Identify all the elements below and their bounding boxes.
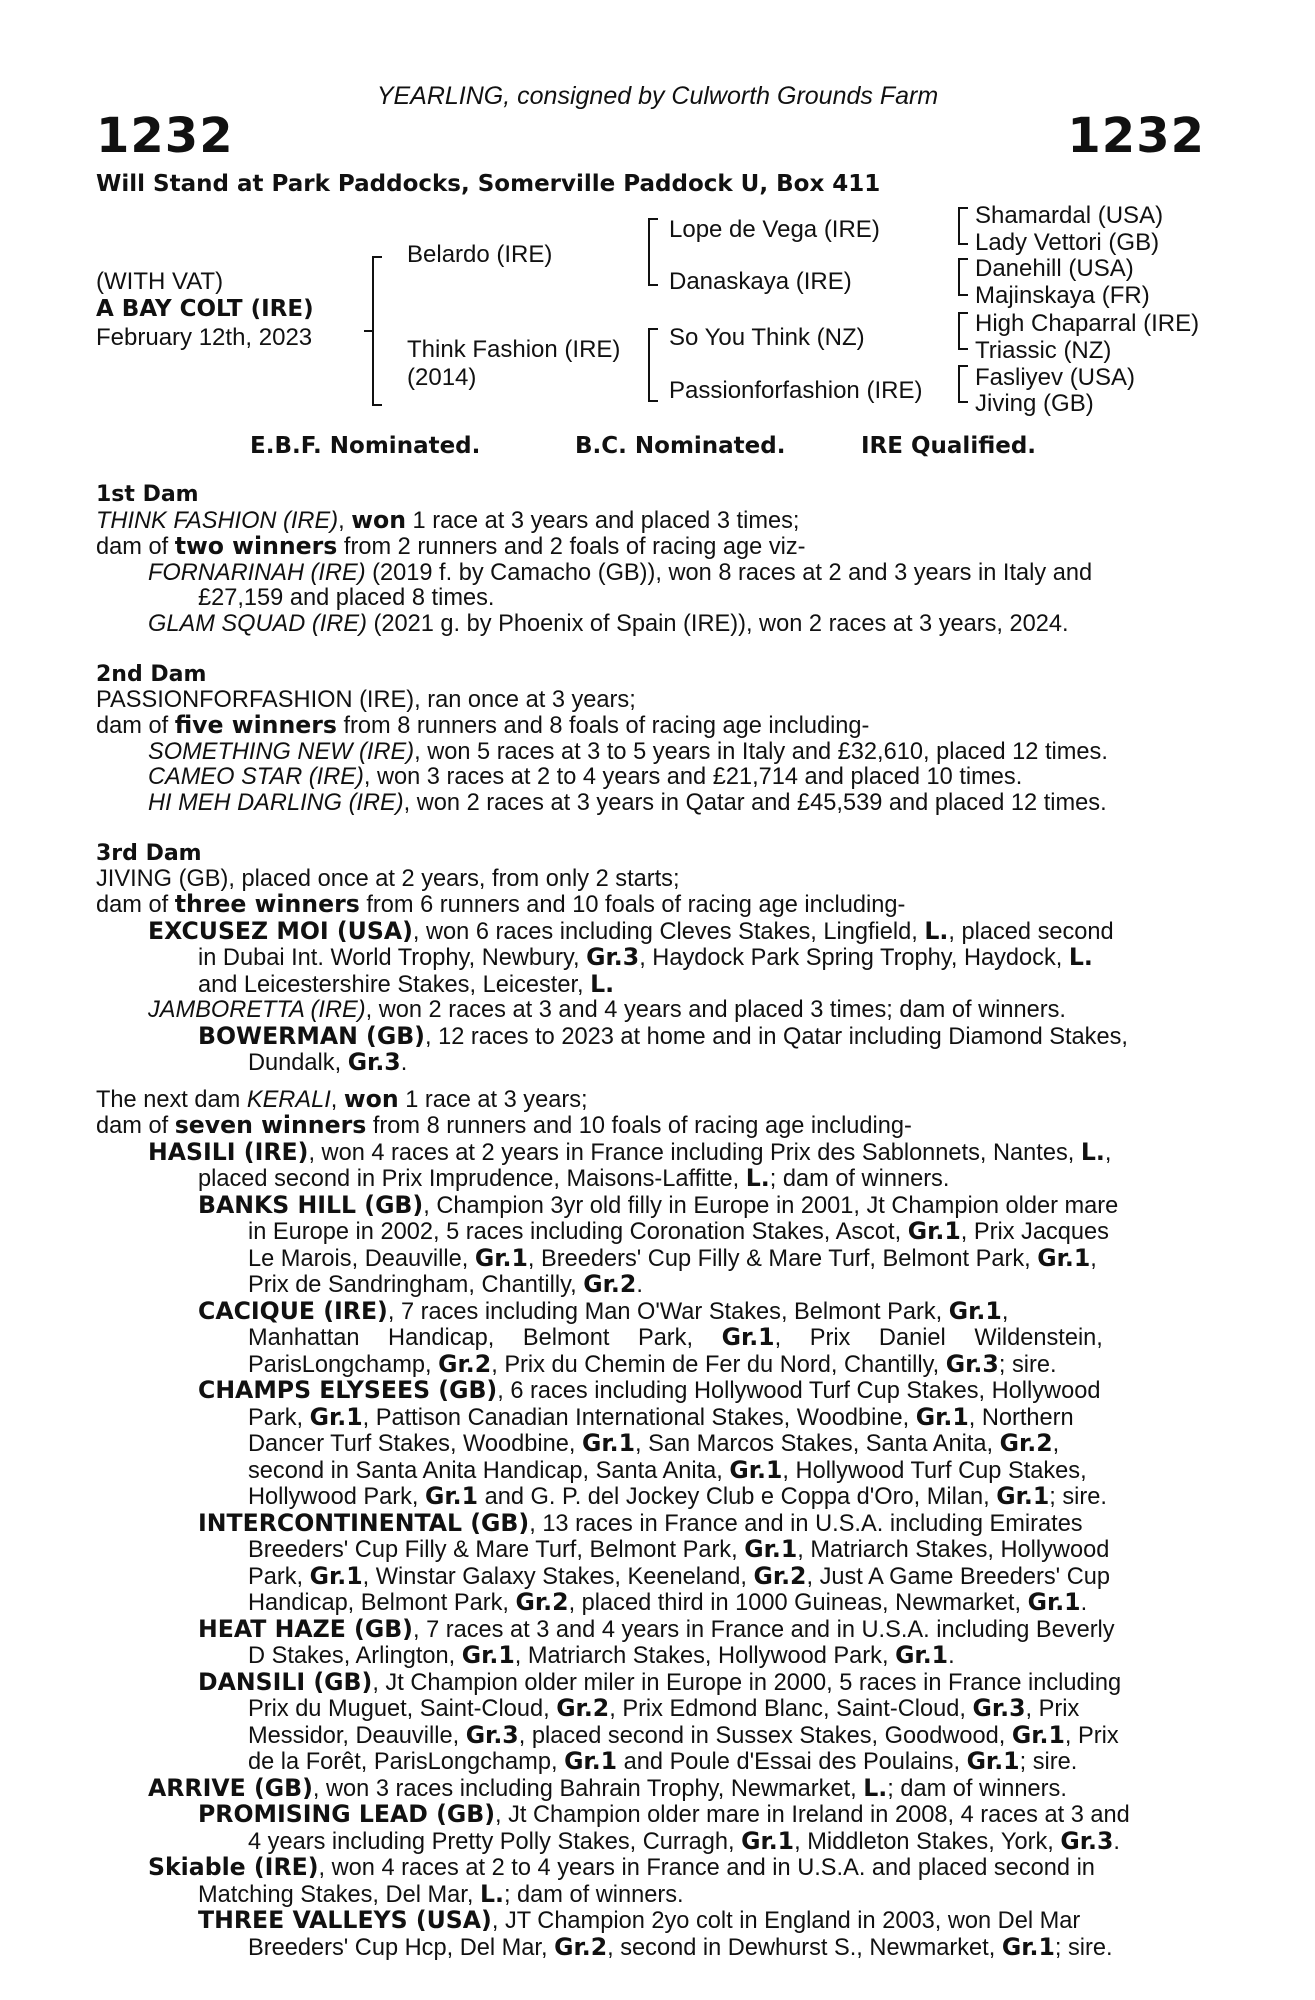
text: , [1052, 1431, 1060, 1457]
second-dam-heading: 2nd Dam [96, 662, 207, 687]
produce-entry [96, 791, 1206, 817]
text: , Middleton Stakes, York, [794, 1828, 1061, 1855]
text: ; sire. [1049, 1484, 1107, 1510]
text: , Haydock Park Spring Trophy, Haydock, [639, 945, 1069, 971]
text: , Matriarch Stakes, Hollywood [797, 1537, 1110, 1563]
grade: Gr.3 [945, 1349, 999, 1378]
grade: Gr.1 [895, 1641, 949, 1669]
produce-entry [96, 1614, 1206, 1644]
text: , Just A Game Breeders' Cup [806, 1563, 1110, 1590]
text: Handicap, Belmont Park, [248, 1590, 516, 1616]
text: and Poule d'Essai des Poulains, [617, 1749, 967, 1775]
grade: Gr.1 [1011, 1720, 1065, 1749]
text: , Prix Edmond Blanc, Saint-Cloud, [609, 1696, 973, 1722]
pedigree-brace-2 [648, 218, 658, 286]
horse-name: GLAM SQUAD (IRE) [148, 610, 367, 637]
grade: L. [745, 1164, 770, 1192]
produce-entry-cont [96, 1643, 1206, 1670]
text: , [338, 507, 352, 534]
vat-note: (WITH VAT) [96, 268, 224, 295]
text: , placed second in Sussex Stakes, Goodwood, [518, 1722, 1012, 1749]
grade: Gr.1 [461, 1641, 515, 1669]
produce-entry-cont [96, 1325, 1206, 1352]
gg-dam-4: Jiving (GB) [975, 390, 1094, 417]
produce-entry-cont [96, 1402, 1206, 1432]
gg-sire-1: Shamardal (USA) [975, 202, 1164, 229]
text: , [1001, 1298, 1009, 1325]
gg-dam-1: Lady Vettori (GB) [975, 229, 1160, 256]
text: , 7 races including Man O'War Stakes, Belmont Park, [387, 1298, 949, 1325]
grade: L. [924, 916, 949, 945]
lot-number-right: 1232 [1067, 108, 1205, 164]
produce-entry [96, 1855, 1206, 1882]
produce-entry-cont [96, 1932, 1206, 1962]
produce-entry-cont [96, 1537, 1206, 1564]
produce-entry [96, 1508, 1206, 1538]
grade: Gr.1 [915, 1402, 969, 1431]
first-dam-produce-line [96, 534, 1206, 561]
text: , placed third in 1000 Guineas, Newmarket, [568, 1590, 1028, 1616]
grade: L. [863, 1773, 888, 1802]
text: ; dam of winners. [769, 1166, 950, 1192]
pedigree-brace-6 [958, 312, 968, 350]
text: D Stakes, Arlington, [248, 1643, 462, 1669]
grade: Gr.1 [1037, 1243, 1091, 1272]
grade: Gr.1 [741, 1826, 795, 1855]
first-dam-line [96, 505, 1206, 535]
horse-name: SOMETHING NEW (IRE) [148, 738, 415, 765]
grade: Gr.3 [347, 1048, 401, 1076]
horse-name: CHAMPS ELYSEES (GB) [198, 1376, 498, 1404]
text: (2019 f. by Camacho (GB)), won 8 races at 2 and 3 years in Italy and [365, 559, 1093, 586]
text: ; dam of winners. [887, 1775, 1067, 1802]
winners-count: seven winners [174, 1111, 367, 1139]
produce-entry-cont [96, 1349, 1206, 1379]
horse-name: HEAT HAZE (GB) [198, 1614, 413, 1643]
foaling-date: February 12th, 2023 [96, 324, 313, 351]
third-dam-heading: 3rd Dam [96, 841, 202, 866]
produce-entry-cont: £27,159 and placed 8 times. [198, 585, 495, 611]
pedigree-brace-1-point [364, 330, 372, 332]
sire-of-sire: Lope de Vega (IRE) [669, 216, 880, 243]
text: , Breeders' Cup Filly & Mare Turf, Belmont Park, [527, 1245, 1038, 1272]
text: ; sire. [1019, 1749, 1078, 1775]
text: , won 3 races at 2 to 4 years and £21,714 and placed 10 times. [363, 764, 1023, 790]
text: from 8 runners and 8 foals of racing age including- [336, 713, 870, 739]
text: , Prix [1064, 1722, 1119, 1749]
text: . [1080, 1590, 1088, 1616]
text: , won 4 races at 2 to 4 years in France and in U.S.A. and placed second in [318, 1855, 1095, 1881]
text: , won 5 races at 3 to 5 years in Italy and £32,610, placed 12 times. [414, 738, 1108, 765]
gg-sire-3: High Chaparral (IRE) [975, 310, 1200, 337]
horse-name: Skiable (IRE) [148, 1853, 319, 1881]
produce-entry-cont [96, 1879, 1206, 1909]
pedigree-brace-3 [648, 328, 658, 402]
horse-name: ARRIVE (GB) [148, 1773, 313, 1802]
text: , [330, 1086, 344, 1113]
consignor-line: YEARLING, consigned by Culworth Grounds Farm [376, 82, 939, 110]
winners-count: two winners [174, 532, 338, 560]
produce-entry-cont [96, 1431, 1206, 1458]
produce-entry-cont [96, 1050, 1206, 1077]
produce-entry [96, 1190, 1206, 1220]
text: Prix de Sandringham, Chantilly, [248, 1272, 584, 1298]
grade: Gr.1 [1001, 1932, 1055, 1961]
grade: Gr.1 [425, 1482, 479, 1510]
grade: Gr.1 [948, 1296, 1002, 1325]
text: , 7 races at 3 and 4 years in France and in U.S.A. including Beverly [412, 1616, 1115, 1643]
text: Manhattan Handicap, Belmont Park, [248, 1325, 722, 1351]
text: 4 years including Pretty Polly Stakes, Curragh, [248, 1828, 742, 1855]
text: , San Marcos Stakes, Santa Anita, [635, 1431, 1000, 1457]
text: , [1090, 1245, 1097, 1272]
produce-entry [96, 740, 1206, 766]
grade: Gr.1 [907, 1217, 961, 1245]
grade: L. [590, 969, 615, 998]
text: . [636, 1272, 643, 1298]
horse-name: EXCUSEZ MOI (USA) [148, 916, 413, 945]
produce-entry-cont [96, 1243, 1206, 1273]
text: , Prix du Chemin de Fer du Nord, Chantilly, [491, 1351, 946, 1378]
text: dam of [96, 892, 175, 918]
grade: Gr.1 [729, 1455, 783, 1484]
text: and G. P. del Jockey Club e Coppa d'Oro, Milan, [478, 1484, 997, 1510]
grade: Gr.2 [583, 1270, 637, 1298]
horse-name: CAMEO STAR (IRE) [148, 764, 364, 790]
grade: Gr.1 [309, 1561, 363, 1590]
produce-entry [96, 561, 1206, 587]
text: , won 6 races including Cleves Stakes, Lingfield, [412, 918, 925, 945]
stand-location: Will Stand at Park Paddocks, Somerville Paddock U, Box 411 [96, 171, 881, 197]
grade: Gr.1 [1027, 1588, 1081, 1616]
produce-entry [96, 612, 1206, 638]
produce-entry [96, 1667, 1206, 1697]
text: Park, [248, 1563, 310, 1590]
produce-entry-cont [96, 969, 1206, 999]
text: . [400, 1050, 408, 1076]
grade: L. [479, 1879, 504, 1908]
grade: Gr.2 [999, 1429, 1053, 1457]
grade: Gr.1 [996, 1482, 1050, 1510]
text: second in Santa Anita Handicap, Santa Anita, [248, 1457, 730, 1484]
produce-entry [96, 1802, 1206, 1829]
sire-of-dam: So You Think (NZ) [669, 324, 865, 351]
horse-name: PROMISING LEAD (GB) [198, 1800, 495, 1828]
dam-name: THINK FASHION (IRE) [96, 507, 339, 534]
grade: Gr.1 [966, 1747, 1020, 1775]
text: Matching Stakes, Del Mar, [198, 1881, 480, 1908]
text: dam of [96, 713, 175, 739]
gg-dam-3: Triassic (NZ) [975, 337, 1112, 364]
text: Breeders' Cup Hcp, Del Mar, [248, 1934, 555, 1961]
produce-entry [96, 1773, 1206, 1803]
text: Breeders' Cup Filly & Mare Turf, Belmont Park, [248, 1537, 745, 1563]
text: in Europe in 2002, 5 races including Coronation Stakes, Ascot, [248, 1219, 908, 1245]
text: Le Marois, Deauville, [248, 1245, 475, 1272]
ebf-nomination: E.B.F. Nominated. [250, 433, 481, 459]
gg-sire-4: Fasliyev (USA) [975, 364, 1136, 391]
grade: L. [1080, 1137, 1105, 1166]
won-label: won [343, 1084, 399, 1113]
horse-name: FORNARINAH (IRE) [148, 559, 366, 586]
text: , [1104, 1139, 1112, 1166]
winners-count: five winners [174, 711, 337, 739]
text: ; sire. [1054, 1934, 1113, 1961]
text: , won 3 races including Bahrain Trophy, Newmarket, [312, 1775, 864, 1802]
produce-entry-cont [96, 1749, 1206, 1776]
text: , 13 races in France and in U.S.A. including Emirates [529, 1510, 1083, 1537]
text: , placed second [948, 918, 1114, 945]
text: ; sire. [998, 1351, 1057, 1378]
sire-name: Belardo (IRE) [407, 241, 553, 268]
grade: Gr.1 [474, 1243, 528, 1272]
grade: Gr.2 [438, 1349, 492, 1378]
produce-entry-cont [96, 1455, 1206, 1485]
text: dam of [96, 1113, 175, 1139]
produce-entry-cont [96, 1166, 1206, 1193]
text: and Leicestershire Stakes, Leicester, [198, 971, 591, 998]
won-label: won [351, 505, 406, 534]
text: ParisLongchamp, [248, 1351, 439, 1378]
text: , won 2 races at 3 and 4 years and placed 3 times; dam of winners. [365, 997, 1066, 1023]
pedigree-brace-7 [958, 365, 968, 403]
horse-name: THREE VALLEYS (USA) [198, 1906, 492, 1934]
text: , Champion 3yr old filly in Europe in 2001, Jt Champion older mare [423, 1192, 1119, 1219]
text: 1 race at 3 years and placed 3 times; [406, 507, 800, 534]
text: , 6 races including Hollywood Turf Cup Stakes, Hollywood [497, 1378, 1101, 1404]
grade: Gr.1 [581, 1429, 636, 1457]
text: , Pattison Canadian International Stakes, Woodbine, [362, 1404, 916, 1431]
text: , Jt Champion older miler in Europe in 2000, 5 races in France including [372, 1669, 1122, 1696]
produce-entry [96, 1378, 1206, 1405]
produce-entry-cont [96, 1561, 1206, 1591]
first-dam-heading: 1st Dam [96, 482, 199, 507]
produce-entry [96, 1296, 1206, 1326]
horse-name: BANKS HILL (GB) [198, 1190, 424, 1219]
pedigree-brace-1 [372, 256, 382, 406]
grade: Gr.2 [515, 1588, 569, 1616]
lot-number-left: 1232 [96, 108, 234, 164]
gg-sire-2: Danehill (USA) [975, 255, 1134, 282]
grade: Gr.1 [744, 1535, 798, 1563]
produce-entry-cont [96, 1590, 1206, 1617]
third-dam-line: JIVING (GB), placed once at 2 years, from only 2 starts; [96, 865, 680, 892]
produce-entry [96, 765, 1206, 791]
text: , Northern [968, 1404, 1074, 1431]
text: from 6 runners and 10 foals of racing age including- [359, 892, 906, 918]
produce-entry [96, 1021, 1206, 1051]
dam-of-sire: Danaskaya (IRE) [669, 268, 852, 295]
text: , Prix Daniel Wildenstein, [774, 1325, 1103, 1351]
horse-name: HASILI (IRE) [148, 1137, 309, 1166]
dam-foaled-year: (2014) [407, 364, 477, 391]
gg-dam-2: Majinskaya (FR) [975, 282, 1150, 309]
grade: Gr.3 [1060, 1826, 1114, 1855]
winners-count: three winners [174, 890, 360, 918]
text: , Prix [1025, 1696, 1080, 1722]
text: Prix du Muguet, Saint-Cloud, [248, 1696, 557, 1722]
grade: Gr.2 [556, 1694, 610, 1722]
text: , Matriarch Stakes, Hollywood Park, [514, 1643, 896, 1669]
horse-name: JAMBORETTA (IRE) [148, 997, 366, 1023]
grade: Gr.2 [554, 1932, 608, 1961]
produce-entry-cont [96, 945, 1206, 972]
grade: Gr.1 [721, 1323, 775, 1351]
grade: Gr.1 [564, 1747, 618, 1775]
grade: Gr.3 [586, 943, 640, 971]
text: Park, [248, 1404, 310, 1431]
text: 1 race at 3 years; [398, 1086, 588, 1113]
text: . [948, 1643, 955, 1669]
grade: Gr.2 [753, 1561, 807, 1590]
grade: Gr.3 [972, 1694, 1026, 1722]
pedigree-brace-5 [958, 258, 968, 296]
text: (2021 g. by Phoenix of Spain (IRE)), won 2 races at 3 years, 2024. [366, 610, 1069, 637]
next-dam-produce-line [96, 1113, 1206, 1140]
horse-name: DANSILI (GB) [198, 1667, 373, 1696]
text: Dundalk, [248, 1050, 348, 1076]
produce-entry [96, 1908, 1206, 1935]
horse-name: BOWERMAN (GB) [198, 1021, 425, 1050]
text: , won 2 races at 3 years in Qatar and £45,539 and placed 12 times. [403, 789, 1107, 816]
produce-entry [96, 1137, 1206, 1167]
text: Dancer Turf Stakes, Woodbine, [248, 1431, 582, 1457]
text: in Dubai Int. World Trophy, Newbury, [198, 945, 587, 971]
dam-name: KERALI [246, 1086, 331, 1113]
text: , second in Dewhurst S., Newmarket, [607, 1934, 1002, 1961]
produce-entry-cont [96, 1696, 1206, 1723]
horse-name: CACIQUE (IRE) [198, 1296, 388, 1325]
text: from 2 runners and 2 foals of racing age viz- [337, 534, 806, 560]
next-dam-line [96, 1084, 1206, 1114]
dam-of-dam: Passionforfashion (IRE) [669, 377, 923, 404]
text: ; dam of winners. [503, 1881, 684, 1908]
produce-entry [96, 998, 1206, 1024]
text: dam of [96, 534, 175, 560]
text: from 8 runners and 10 foals of racing age including- [366, 1113, 912, 1139]
horse-name: INTERCONTINENTAL (GB) [198, 1508, 530, 1537]
text: Hollywood Park, [248, 1484, 426, 1510]
horse-name: HI MEH DARLING (IRE) [148, 789, 404, 816]
grade: Gr.1 [309, 1402, 363, 1431]
text: , 12 races to 2023 at home and in Qatar including Diamond Stakes, [424, 1023, 1128, 1050]
third-dam-produce-line [96, 892, 1206, 919]
text: placed second in Prix Imprudence, Maisons-Laffitte, [198, 1166, 746, 1192]
text: The next dam [96, 1086, 247, 1113]
produce-entry [96, 916, 1206, 946]
produce-entry-cont [96, 1720, 1206, 1750]
second-dam-line: PASSIONFORFASHION (IRE), ran once at 3 years; [96, 686, 636, 713]
dam-name: Think Fashion (IRE) [407, 336, 621, 363]
pedigree-notes [96, 482, 1206, 1961]
text: Messidor, Deauville, [248, 1722, 466, 1749]
text: , Prix Jacques [960, 1219, 1109, 1245]
text: , Jt Champion older mare in Ireland in 2008, 4 races at 3 and [495, 1802, 1130, 1828]
produce-entry-cont [96, 1219, 1206, 1246]
horse-name: A BAY COLT (IRE) [96, 296, 314, 322]
text: de la Forêt, ParisLongchamp, [248, 1749, 565, 1775]
bc-nomination: B.C. Nominated. [575, 433, 786, 459]
text: , won 4 races at 2 years in France including Prix des Sablonnets, Nantes, [308, 1139, 1081, 1166]
pedigree-brace-4 [958, 207, 968, 245]
text: , Hollywood Turf Cup Stakes, [782, 1457, 1087, 1484]
produce-entry-cont [96, 1484, 1206, 1511]
ire-qualification: IRE Qualified. [861, 433, 1037, 459]
second-dam-produce-line [96, 713, 1206, 740]
grade: Gr.3 [465, 1720, 519, 1749]
produce-entry-cont [96, 1272, 1206, 1299]
text: , Winstar Galaxy Stakes, Keeneland, [362, 1563, 754, 1590]
grade: L. [1068, 943, 1093, 971]
produce-entry-cont [96, 1826, 1206, 1856]
text: . [1113, 1828, 1120, 1855]
text: , JT Champion 2yo colt in England in 2003, won Del Mar [491, 1908, 1081, 1934]
